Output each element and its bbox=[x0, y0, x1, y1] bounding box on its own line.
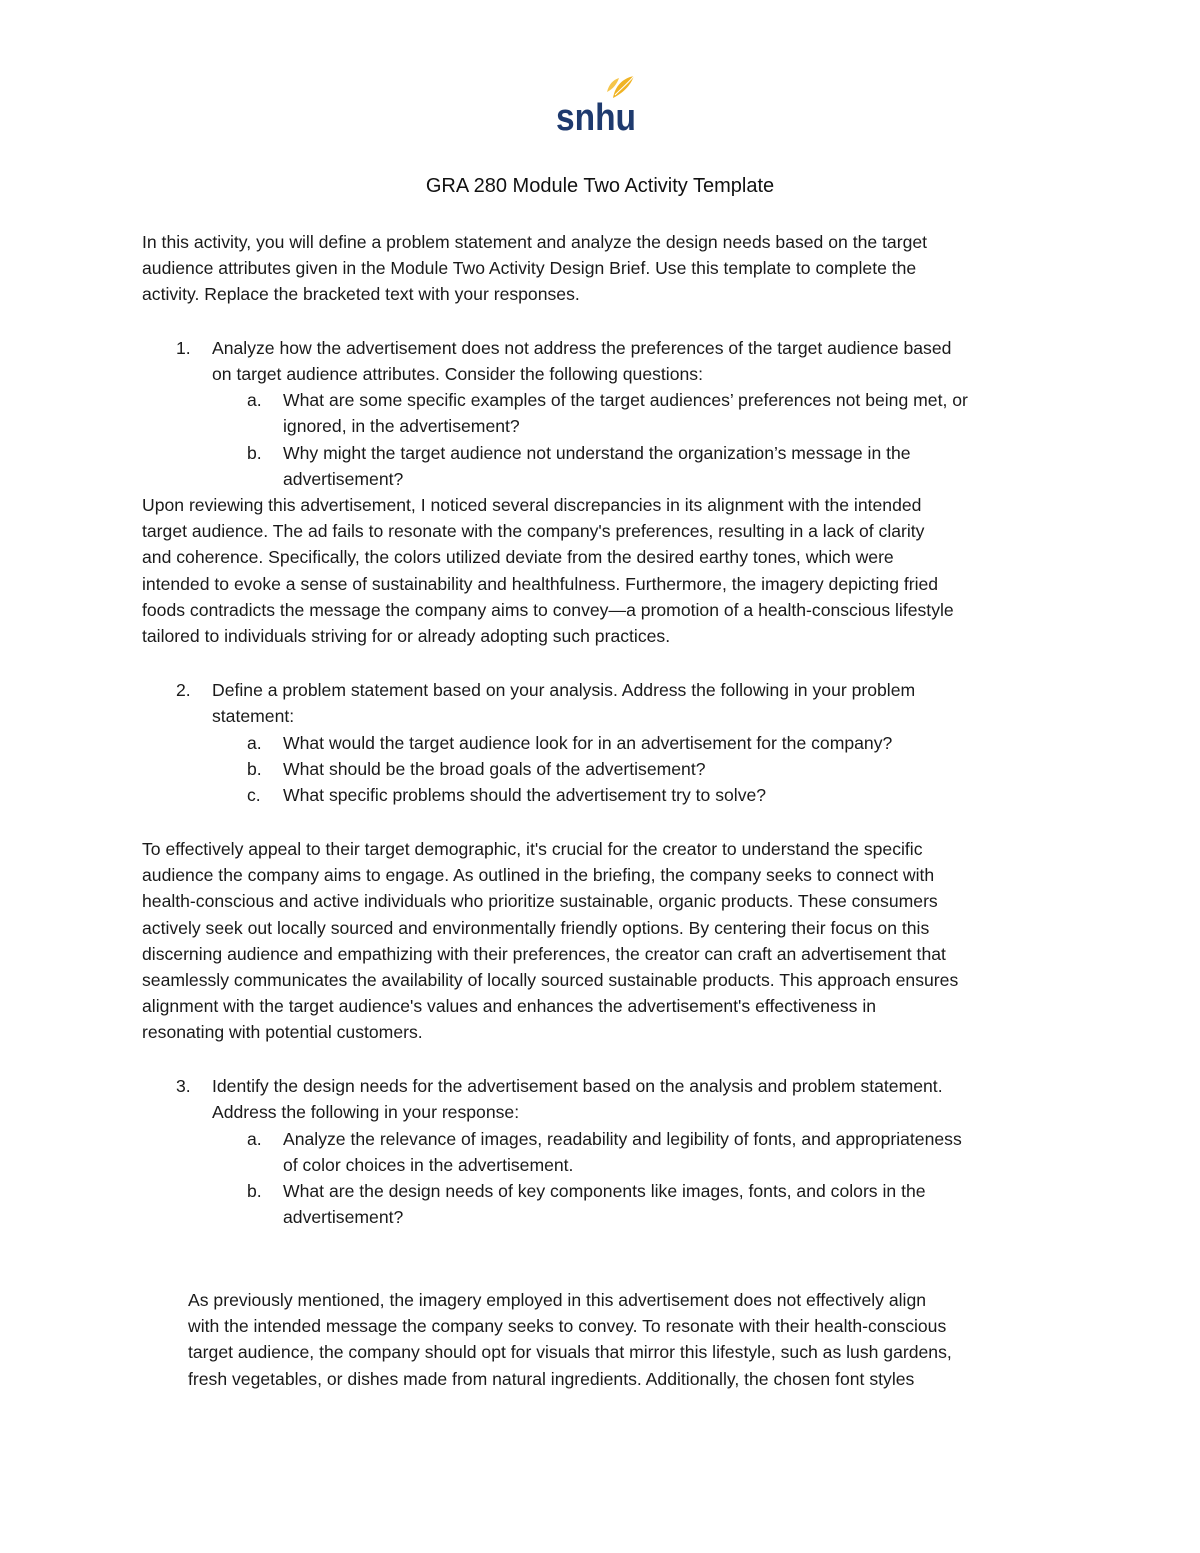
question-2a bbox=[247, 730, 1063, 756]
sub-question-line: advertisement? bbox=[283, 469, 404, 490]
sub-question-line: of color choices in the advertisement. bbox=[283, 1155, 574, 1176]
answer-line: audience the company aims to engage. As outlined in the briefing, the company seeks to connect with bbox=[142, 865, 935, 886]
sub-question-line: What are some specific examples of the target audiences’ preferences not being met, or bbox=[283, 390, 968, 410]
answer-line: target audience, the company should opt for visuals that mirror this lifestyle, such as lush gardens, bbox=[188, 1342, 952, 1363]
answer-line: As previously mentioned, the imagery employed in this advertisement does not effectively align bbox=[188, 1290, 927, 1310]
intro-line: audience attributes given in the Module Two Activity Design Brief. Use this template to complete the bbox=[142, 258, 917, 279]
question-2c bbox=[247, 782, 1063, 808]
logo-wordmark: snhu bbox=[556, 97, 636, 136]
sub-question-letter: b. bbox=[247, 443, 262, 463]
question-2b bbox=[247, 756, 1063, 782]
question-line: Analyze how the advertisement does not address the preferences of the target audience based bbox=[212, 338, 952, 358]
question-line: on target audience attributes. Consider the following questions: bbox=[212, 364, 703, 385]
sub-question-letter: a. bbox=[247, 733, 262, 753]
sub-question-line: ignored, in the advertisement? bbox=[283, 416, 520, 437]
question-1 bbox=[176, 335, 1062, 387]
answer-line: seamlessly communicates the availability of locally sourced sustainable products. This approach ensures bbox=[142, 970, 959, 991]
question-3b bbox=[247, 1178, 1063, 1230]
intro-line: In this activity, you will define a problem statement and analyze the design needs based on the target bbox=[142, 232, 928, 252]
question-1a bbox=[247, 387, 1063, 439]
answer-line: target audience. The ad fails to resonate with the company's preferences, resulting in a lack of clarity bbox=[142, 521, 925, 542]
answer-3-paragraph bbox=[188, 1287, 1068, 1392]
sub-question-letter: a. bbox=[247, 1129, 262, 1149]
question-1b bbox=[247, 440, 1063, 492]
sub-question-line: Analyze the relevance of images, readability and legibility of fonts, and appropriateness bbox=[283, 1129, 962, 1149]
sub-question-line: What should be the broad goals of the advertisement? bbox=[283, 759, 706, 779]
question-line: Define a problem statement based on your analysis. Address the following in your problem bbox=[212, 680, 916, 700]
sub-question-letter: b. bbox=[247, 1181, 262, 1201]
answer-1-paragraph bbox=[142, 492, 1062, 649]
answer-line: Upon reviewing this advertisement, I noticed several discrepancies in its alignment with the intended bbox=[142, 495, 922, 515]
answer-line: fresh vegetables, or dishes made from natural ingredients. Additionally, the chosen font styles bbox=[188, 1368, 915, 1389]
question-number: 2. bbox=[176, 680, 191, 700]
sub-question-letter: b. bbox=[247, 759, 262, 779]
question-line: Address the following in your response: bbox=[212, 1102, 520, 1123]
answer-line: foods contradicts the message the company aims to convey—a promotion of a health-conscious lifestyle bbox=[142, 599, 954, 620]
answer-line: actively seek out locally sourced and environmentally friendly options. By centering their focus on this bbox=[142, 917, 930, 938]
answer-line: with the intended message the company seeks to convey. To resonate with their health-conscious bbox=[188, 1316, 947, 1337]
answer-2-paragraph bbox=[142, 836, 1062, 1046]
question-number: 3. bbox=[176, 1076, 191, 1096]
answer-line: To effectively appeal to their target demographic, it's crucial for the creator to understand the specific bbox=[142, 839, 923, 859]
answer-line: alignment with the target audience's values and enhances the advertisement's effectiveness in bbox=[142, 996, 877, 1017]
question-line: statement: bbox=[212, 706, 295, 727]
question-2 bbox=[176, 677, 1062, 729]
sub-question-line: What are the design needs of key components like images, fonts, and colors in the bbox=[283, 1181, 926, 1201]
answer-line: tailored to individuals striving for or already adopting such practices. bbox=[142, 626, 671, 647]
answer-line: resonating with potential customers. bbox=[142, 1022, 423, 1043]
sub-question-letter: a. bbox=[247, 390, 262, 410]
answer-line: intended to evoke a sense of sustainability and healthfulness. Furthermore, the imagery depicting fried bbox=[142, 573, 939, 594]
answer-line: discerning audience and empathizing with their preferences, the creator can craft an advertisement that bbox=[142, 943, 946, 964]
sub-question-line: What specific problems should the advertisement try to solve? bbox=[283, 785, 767, 805]
snhu-logo bbox=[555, 72, 639, 136]
intro-line: activity. Replace the bracketed text with your responses. bbox=[142, 284, 580, 305]
document-title: GRA 280 Module Two Activity Template bbox=[425, 175, 775, 197]
question-3 bbox=[176, 1073, 1062, 1125]
question-3a bbox=[247, 1126, 1063, 1178]
answer-line: and coherence. Specifically, the colors utilized deviate from the desired earthy tones, which were bbox=[142, 547, 894, 568]
intro-paragraph bbox=[142, 229, 1062, 308]
sub-question-letter: c. bbox=[247, 785, 261, 805]
question-number: 1. bbox=[176, 338, 191, 358]
sub-question-line: Why might the target audience not understand the organization’s message in the bbox=[283, 443, 911, 463]
sub-question-line: advertisement? bbox=[283, 1207, 404, 1228]
answer-line: health-conscious and active individuals who prioritize sustainable, organic products. These consumers bbox=[142, 891, 938, 912]
snhu-logo-icon bbox=[555, 72, 639, 136]
sub-question-line: What would the target audience look for in an advertisement for the company? bbox=[283, 733, 893, 753]
question-line: Identify the design needs for the advertisement based on the analysis and problem statement. bbox=[212, 1076, 943, 1096]
